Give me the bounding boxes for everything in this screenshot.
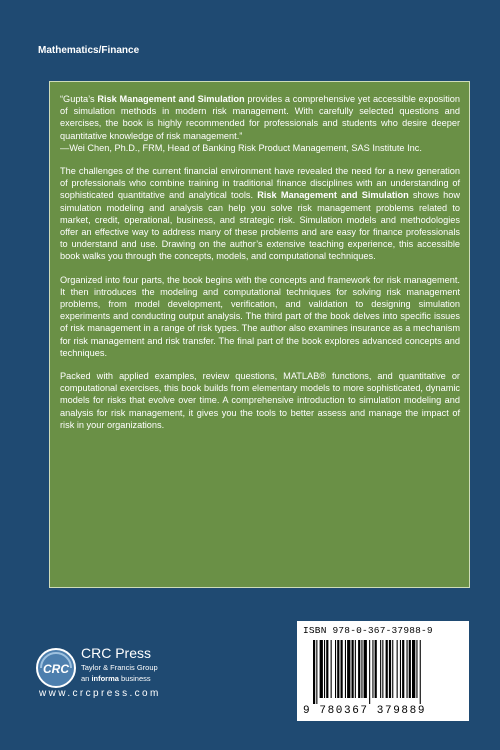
description-paragraph-1 [60, 165, 460, 263]
para1-before: The challenges of the current financial environment have revealed the need for a new generation of professionals who combine training in traditional finance disciplines with an understanding of sophisticated quantitative and analytical tools. [60, 166, 460, 201]
barcode-bar [347, 640, 350, 698]
barcode-bar [364, 640, 367, 698]
description-paragraph-3: Packed with applied examples, review questions, MATLAB® functions, and quantitative or computational exercises, this book builds from elementary models to more sophisticated, dynamic models for risks that evolve over time. A comprehensive introduction to simulation modeling and analysis for risk management, it gives you the tools to better assess and manage the impact of risk in your organizations. [60, 371, 460, 430]
barcode-bar [369, 640, 370, 704]
barcode-bar [361, 640, 362, 698]
barcode-bar [355, 640, 356, 698]
barcode-bar [392, 640, 393, 698]
crc-logo-icon [35, 647, 77, 689]
isbn-label: ISBN 978-0-367-37988-9 [303, 625, 433, 636]
category-label: Mathematics/Finance [38, 45, 140, 56]
barcode-bar [416, 640, 417, 698]
publisher-business [81, 674, 151, 683]
barcode-bar [407, 640, 408, 698]
barcode-bar [358, 640, 360, 698]
barcode-bar [402, 640, 404, 698]
barcode-bar [420, 640, 421, 704]
barcode-bar [372, 640, 373, 698]
publisher-group: Taylor & Francis Group [81, 663, 158, 672]
barcode-bar [320, 640, 323, 698]
description-paragraph-2: Organized into four parts, the book begins with the concepts and framework for risk management. It then introduces the modeling and computational techniques for solving risk management problems, from model development, verification, and validation to designing simulation experiments and conducting output analysis. The third part of the book delves into specific issues of risk management in a range of risk types. The author also examines insurance as a mechanism for risk management and risk transfer. The final part of the book explores advanced concepts and techniques. [60, 274, 460, 358]
crc-logo-text: CRC [43, 662, 69, 676]
endorsement-quote [60, 93, 460, 142]
business-brand: informa [91, 674, 119, 683]
quote-book-title: Risk Management and Simulation [97, 94, 245, 104]
barcode-bar [397, 640, 398, 698]
barcode-bar [352, 640, 354, 698]
quote-attribution: —Wei Chen, Ph.D., FRM, Head of Banking Risk Product Management, SAS Institute Inc. [60, 142, 422, 153]
barcode-bar [313, 640, 315, 704]
barcode-bar [409, 640, 411, 698]
barcode-icon [313, 640, 461, 704]
barcode-bar [326, 640, 328, 698]
publisher-name: CRC Press [81, 645, 152, 661]
barcode-bar [386, 640, 388, 698]
barcode-bar [375, 640, 377, 698]
business-prefix: an [81, 674, 92, 683]
publisher-url: www.crcpress.com [39, 688, 161, 699]
barcode-bar [345, 640, 346, 698]
barcode-bar [324, 640, 325, 698]
barcode-bar [331, 640, 332, 698]
description-panel [49, 81, 470, 588]
barcode-bar [412, 640, 415, 698]
barcode-bar [316, 640, 317, 704]
barcode-bar [380, 640, 381, 698]
barcode-bar [389, 640, 391, 698]
barcode-bar [382, 640, 383, 698]
barcode-bar [341, 640, 343, 698]
para1-after: shows how simulation modeling and analysis can help you solve risk management problems related to market, credit, operational, business, and strategic risk. Simulation models and methodologies offer an effective way to address many of these problems and are easy for finance professionals to understand and use. Drawing on the author’s extensive teaching experience, this accessible book walks you through the concepts, models, and computational techniques. [60, 190, 460, 262]
quote-body: provides a comprehensive yet accessible exposition of simulation methods in modern risk management. With carefully selected questions and exercises, the book is highly recommended for professionals and students who desire deeper quantitative knowledge of risk management.” [60, 94, 461, 141]
barcode-bar [337, 640, 339, 698]
quote-open: “Gupta’s [60, 94, 98, 104]
barcode-bar [335, 640, 336, 698]
barcode-box [297, 621, 469, 721]
para1-book-title: Risk Management and Simulation [257, 190, 409, 201]
business-suffix: business [118, 674, 151, 683]
barcode-bar [400, 640, 401, 698]
barcode-number: 9 780367 379889 [303, 705, 427, 717]
